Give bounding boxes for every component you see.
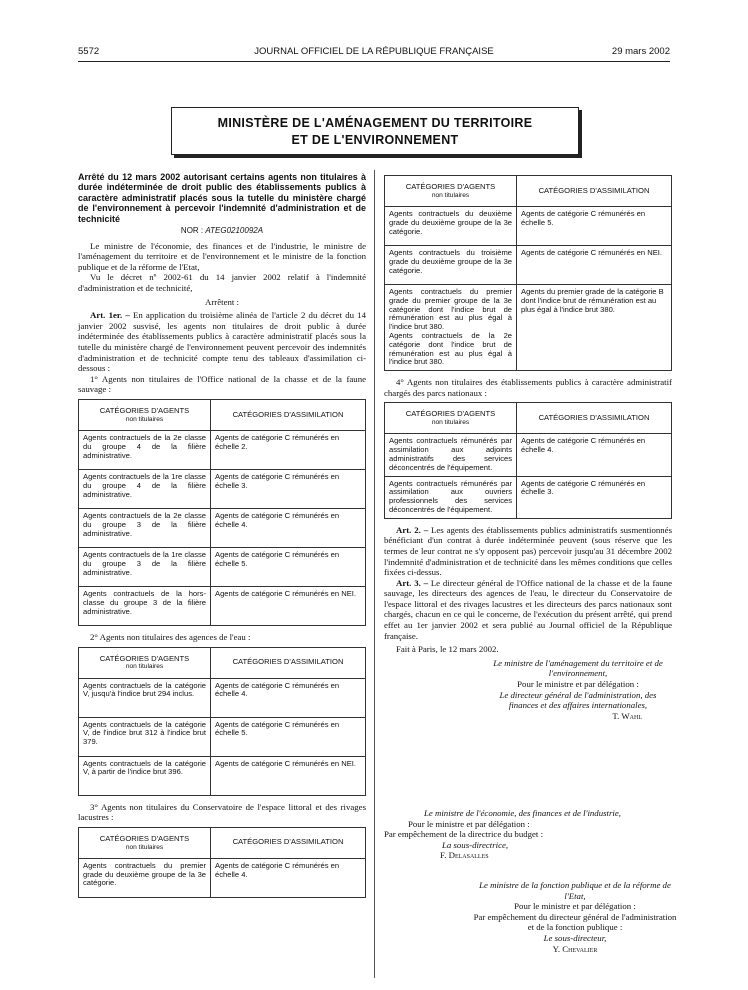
- table-row: Agents contractuels de la hors-classe du groupe 3 de la filière administrative. Agents de catégorie C rémunérés en NEI.: [79, 586, 366, 625]
- signature-block-2: [384, 808, 672, 861]
- article-1: [78, 310, 366, 374]
- table-row: Agents contractuels de la catégorie V, jusqu'à l'indice brut 294 inclus. Agents de catégorie C rémunérés en échelle 4.: [79, 678, 366, 717]
- table-row: Agents contractuels rémunérés par assimilation aux ouvriers professionnels des services déconcentrés de l'équipement. Agents de catégorie C rémunérés en échelle 3.: [385, 476, 672, 518]
- signatory-1-role: Le ministre de l'aménagement du territoire et de l'environnement,: [493, 657, 663, 679]
- article-2-text: Les agents des établissements publics administratifs susmentionnés bénéficiant d'un contrat à durée indéterminée peuvent (sous réserve que les termes de leur contrat ne s'y opposent pas) percevoir jusqu'au 31 décembre 2002 l'indemnité d'administration et de technicité dans les mêmes conditions que celles fixées ci-dessus.: [384, 524, 672, 578]
- table-agences-eau: [78, 647, 366, 796]
- signatory-3-role: Le ministre de la fonction publique et de la réforme de l'Etat,: [479, 880, 671, 901]
- signatory-3-title: Le sous-directeur,: [543, 932, 607, 943]
- signatory-2-role: Le ministre de l'économie, des finances et de l'industrie,: [424, 808, 621, 818]
- article-2: [384, 525, 672, 578]
- ministry-line1: MINISTÈRE DE L'AMÉNAGEMENT DU TERRITOIRE: [217, 116, 533, 130]
- signatory-1-name: T. Wahl: [612, 710, 642, 721]
- signatory-2-delegation: Pour le ministre et par délégation :: [408, 818, 530, 829]
- table-row: Agents contractuels de la 2e classe du groupe 3 de la filière administrative. Agents de catégorie C rémunérés en échelle 4.: [79, 508, 366, 547]
- arretent: Arrêtent :: [205, 296, 239, 307]
- ministry-line2: ET DE L'ENVIRONNEMENT: [291, 133, 459, 147]
- table-header-agents: CATÉGORIES D'AGENTS non titulaires: [79, 399, 211, 430]
- section-3-heading: 3° Agents non titulaires du Conservatoire de l'espace littoral et des rivages lacustres :: [78, 801, 366, 823]
- signatory-2-name: F. Delasalles: [440, 850, 489, 861]
- article-3: [384, 578, 672, 642]
- table-header-assimilation: CATÉGORIES D'ASSIMILATION: [517, 176, 672, 207]
- signature-block-3: [470, 880, 680, 954]
- ministry-heading: [171, 107, 579, 155]
- table-onc: [78, 399, 366, 626]
- nor-label: NOR :: [180, 226, 204, 236]
- table-header-assimilation: CATÉGORIES D'ASSIMILATION: [211, 399, 366, 430]
- table-row: Agents contractuels de la 1re classe du groupe 3 de la filière administrative. Agents de catégorie C rémunérés en échelle 5.: [79, 547, 366, 586]
- signatory-1-delegation: Pour le ministre et par délégation :: [517, 679, 639, 690]
- signatory-1-title: Le directeur général de l'administration, des finances et des affaires internationales,: [499, 689, 657, 711]
- journal-title: JOURNAL OFFICIEL DE LA RÉPUBLIQUE FRANÇAISE: [254, 46, 494, 57]
- decree-title: Arrêté du 12 mars 2002 autorisant certains agents non titulaires à durée indéterminée de droit public des établissements publics à caractère administratif placés sous la tutelle du ministère chargé de l'environnement à percevoir l'indemnité d'administration et de technicité: [78, 172, 366, 224]
- table-header-agents: CATÉGORIES D'AGENTS non titulaires: [385, 176, 517, 207]
- table-header-agents: CATÉGORIES D'AGENTS non titulaires: [79, 827, 211, 858]
- table-row: Agents contractuels de la 1re classe du groupe 4 de la filière administrative. Agents de catégorie C rémunérés en échelle 3.: [79, 469, 366, 508]
- table-row: Agents contractuels du premier grade du premier groupe de la 3e catégorie dont l'indice brut de rémunération est au plus égal à l'indice brut 380. Agents contractuels de la 2e catégorie dont l'indice brut de rémunération est au plus égal à l'indice brut 380. Agents du premier grade de la catégorie B dont l'indice brut de rémunération est au plus égal à l'indice brut 380.: [385, 285, 672, 371]
- header-rule: [78, 61, 670, 62]
- table-conservatoire-part1: [78, 827, 366, 898]
- vu-paragraph: Vu le décret nº 2002-61 du 14 janvier 2002 relatif à l'indemnité d'administration et de technicité,: [78, 272, 366, 293]
- left-column: [78, 172, 366, 904]
- intro-paragraph: Le ministre de l'économie, des finances et de l'industrie, le ministre de l'aménagement du territoire et de l'environnement et le ministre de la fonction publique et de la réforme de l'Etat,: [78, 240, 366, 272]
- signature-block-1: [484, 658, 672, 722]
- table-row: Agents contractuels de la 2e classe du groupe 4 de la filière administrative. Agents de catégorie C rémunérés en échelle 2.: [79, 430, 366, 469]
- table-header-agents: CATÉGORIES D'AGENTS non titulaires: [385, 403, 517, 434]
- article-1-label: Art. 1er. –: [90, 310, 130, 321]
- table-conservatoire-part2: [384, 175, 672, 371]
- section-2-heading: 2° Agents non titulaires des agences de l'eau :: [90, 631, 251, 642]
- table-row: Agents contractuels de la catégorie V, de l'indice brut 312 à l'indice brut 379. Agents de catégorie C rémunérés en échelle 5.: [79, 717, 366, 756]
- fait-a-paris: Fait à Paris, le 12 mars 2002.: [396, 644, 499, 655]
- article-3-text: Le directeur général de l'Office national de la chasse et de la faune sauvage, les directeurs des agences de l'eau, le directeur du Conservatoire de l'espace littoral et des rivages lacustres et les directeurs des parcs nationaux sont chargés, chacun en ce qui le concerne, de l'exécution du présent arrêté, qui prend effet au 1er janvier 2002 et sera publié au Journal officiel de la République française.: [384, 577, 673, 641]
- table-header-agents: CATÉGORIES D'AGENTS non titulaires: [79, 647, 211, 678]
- signatory-3-delegation: Pour le ministre et par délégation :: [514, 901, 636, 912]
- right-column: [384, 175, 672, 721]
- signatory-2-empechement: Par empêchement de la directrice du budget :: [384, 829, 544, 840]
- signatory-3-empechement: Par empêchement du directeur général de l'administration et de la fonction publique :: [473, 911, 677, 933]
- page-number: 5572: [78, 46, 100, 57]
- column-divider: [374, 170, 375, 978]
- table-parcs-nationaux: [384, 402, 672, 518]
- table-header-assimilation: CATÉGORIES D'ASSIMILATION: [517, 403, 672, 434]
- article-2-label: Art. 2. –: [396, 524, 429, 535]
- table-row: Agents contractuels rémunérés par assimilation aux adjoints administratifs des services déconcentrés de l'équipement. Agents de catégorie C rémunérés en échelle 4.: [385, 434, 672, 476]
- signatory-3-name: Y. Chevalier: [552, 943, 598, 954]
- nor-code: ATEG0210092A: [205, 226, 264, 236]
- signatory-2-title: La sous-directrice,: [442, 839, 509, 850]
- table-header-assimilation: CATÉGORIES D'ASSIMILATION: [211, 647, 366, 678]
- nor-reference: [78, 226, 366, 237]
- article-1-text: En application du troisième alinéa de l'article 2 du décret du 14 janvier 2002 susvisé, les agents non titulaires de droit public à durée indéterminée des établissements publics à caractère administratif placés sous la tutelle du ministère chargé de l'environnement peuvent percevoir des indemnités d'administration et de technicité compte tenu des tableaux d'assimilation ci-dessous :: [78, 310, 366, 374]
- article-3-label: Art. 3. –: [396, 577, 428, 588]
- table-row: Agents contractuels du deuxième grade du deuxième groupe de la 3e catégorie. Agents de catégorie C rémunérés en échelle 5.: [385, 207, 672, 246]
- table-row: Agents contractuels du premier grade du deuxième groupe de la 3e catégorie. Agents de catégorie C rémunérés en échelle 4.: [79, 858, 366, 897]
- table-row: Agents contractuels de la catégorie V, à partir de l'indice brut 396. Agents de catégorie C rémunérés en NEI.: [79, 756, 366, 795]
- table-row: Agents contractuels du troisième grade du deuxième groupe de la 3e catégorie. Agents de catégorie C rémunérés en NEI.: [385, 246, 672, 285]
- table-header-assimilation: CATÉGORIES D'ASSIMILATION: [211, 827, 366, 858]
- section-1-heading: 1° Agents non titulaires de l'Office national de la chasse et de la faune sauvage :: [78, 373, 366, 395]
- issue-date: 29 mars 2002: [611, 46, 670, 57]
- section-4-heading: 4° Agents non titulaires des établissements publics à caractère administratif chargés des parcs nationaux :: [384, 377, 672, 398]
